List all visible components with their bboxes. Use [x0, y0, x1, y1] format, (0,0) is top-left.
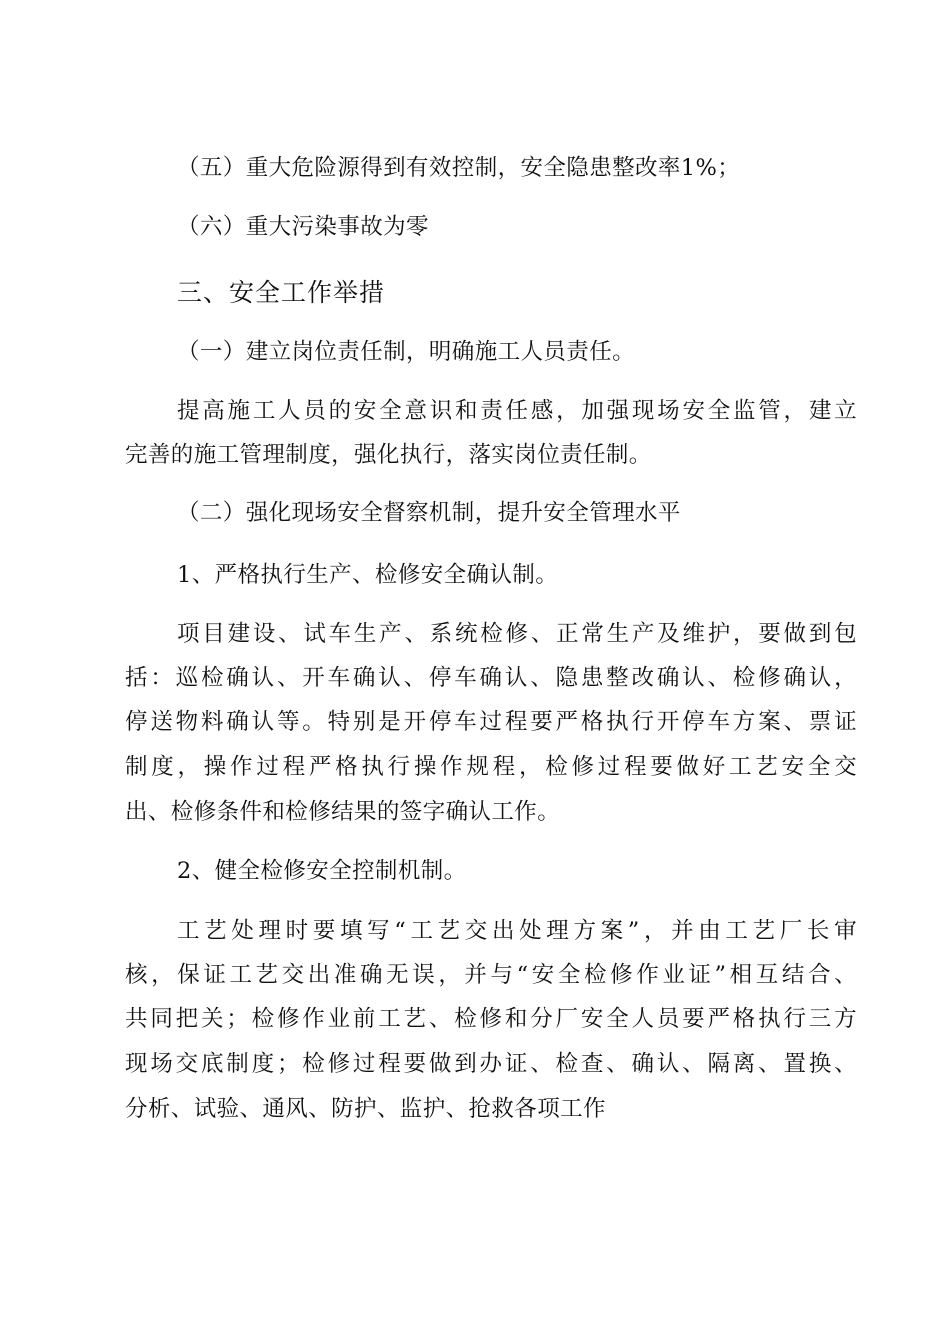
paragraph-line: 核，保证工艺交出准确无误，并与“安全检修作业证”相互结合、 [125, 962, 857, 988]
section-heading-3: 三、安全工作举措 [177, 278, 386, 307]
paragraph-line: 共同把关；检修作业前工艺、检修和分厂安全人员要严格执行三方 [125, 1006, 857, 1032]
paragraph-line: 项目建设、试车生产、系统检修、正常生产及维护，要做到包 [177, 621, 857, 647]
paragraph-line: 括：巡检确认、开车确认、停车确认、隐患整改确认、检修确认， [125, 665, 857, 691]
paragraph-line: 完善的施工管理制度，强化执行，落实岗位责任制。 [125, 442, 652, 468]
item-heading-1: 1、严格执行生产、检修安全确认制。 [177, 562, 559, 588]
item-heading-2: 2、健全检修安全控制机制。 [177, 858, 467, 884]
paragraph-line: 现场交底制度；检修过程要做到办证、检查、确认、隔离、置换、 [125, 1051, 857, 1077]
paragraph-goal-6: （六）重大污染事故为零 [177, 214, 429, 240]
paragraph-line: 停送物料确认等。特别是开停车过程要严格执行开停车方案、票证 [125, 709, 857, 735]
paragraph-line: 出、检修条件和检修结果的签字确认工作。 [125, 799, 561, 825]
paragraph-line: 提高施工人员的安全意识和责任感，加强现场安全监管，建立 [177, 398, 857, 424]
paragraph-line: 分析、试验、通风、防护、监护、抢救各项工作 [125, 1096, 606, 1122]
subheading-1: （一）建立岗位责任制，明确施工人员责任。 [177, 339, 636, 365]
paragraph-line: 制度，操作过程严格执行操作规程，检修过程要做好工艺安全交 [125, 754, 857, 780]
paragraph-line: 工艺处理时要填写“工艺交出处理方案”，并由工艺厂长审 [177, 918, 857, 944]
paragraph-goal-5: （五）重大危险源得到有效控制，安全隐患整改率1%； [177, 155, 741, 181]
subheading-2: （二）强化现场安全督察机制，提升安全管理水平 [177, 500, 681, 526]
